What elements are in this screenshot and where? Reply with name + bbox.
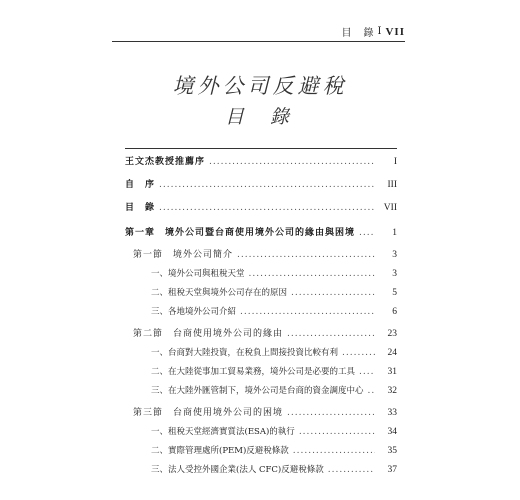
dot-leader <box>293 445 375 457</box>
toc-entry-page: 35 <box>387 446 397 456</box>
dot-leader <box>287 407 375 419</box>
running-header <box>112 22 405 42</box>
toc-top-rule <box>125 148 397 149</box>
toc-entry-label: 第一章 境外公司暨台商使用境外公司的緣由與困境 <box>125 228 356 238</box>
toc-entry-label: 第一節 境外公司簡介 <box>133 250 234 260</box>
toc-entry-subsection[interactable] <box>125 426 397 438</box>
dot-leader <box>240 306 375 318</box>
page-number: VII <box>385 25 405 38</box>
toc-entry-subsection[interactable] <box>125 347 397 359</box>
toc-entry-label: 王文杰教授推薦序 <box>125 157 206 167</box>
dot-leader <box>359 227 375 239</box>
toc-entry-chapter-1[interactable] <box>125 227 397 239</box>
dot-leader <box>342 347 375 359</box>
toc-entry-label: 三、法人受控外國企業(法人 CFC)反避稅條款 <box>151 465 324 475</box>
toc-entry-label: 一、租稅天堂經濟實質法(ESA)的執行 <box>151 427 295 437</box>
toc-heading: 目錄 <box>224 106 315 128</box>
toc-entry-label: 一、境外公司與租稅天堂 <box>151 269 245 279</box>
toc-entry-page: 6 <box>392 307 397 317</box>
dot-leader <box>299 426 375 438</box>
toc-entry-label: 二、租稅天堂與境外公司存在的原因 <box>151 288 288 298</box>
dot-leader <box>368 385 375 397</box>
dot-leader <box>328 464 375 476</box>
dot-leader <box>209 156 375 168</box>
toc-entry-page: 32 <box>387 386 397 396</box>
running-header-separator: I <box>377 26 383 37</box>
toc-entry-page: I <box>393 157 397 167</box>
toc-entry-page: 33 <box>387 408 397 418</box>
toc-entry-label: 三、在大陸外匯管制下，境外公司是台商的資金調度中心 <box>151 386 364 396</box>
toc-entry-label: 一、台商對大陸投資，在稅負上間接投資比較有利 <box>151 348 339 358</box>
toc-entry-section[interactable] <box>125 249 397 261</box>
toc-spacer <box>125 200 397 201</box>
toc-entry-section[interactable] <box>125 328 397 340</box>
book-title: 境外公司反避稅 <box>172 74 348 98</box>
toc-entry-page: 23 <box>387 329 397 339</box>
toc-entry-page: 3 <box>392 250 397 260</box>
toc-entry-label: 第二節 台商使用境外公司的緣由 <box>133 329 284 339</box>
dot-leader <box>237 249 375 261</box>
toc-entry-subsection[interactable] <box>125 268 397 280</box>
dot-leader <box>159 179 375 191</box>
toc-entry-label: 第三節 台商使用境外公司的困境 <box>133 408 284 418</box>
toc-entry-contents[interactable] <box>125 202 397 214</box>
toc-entry-page: VII <box>383 203 397 213</box>
toc-entry-label: 自 序 <box>125 180 156 190</box>
toc-entry-subsection[interactable] <box>125 464 397 476</box>
toc-entry-page: 1 <box>392 228 397 238</box>
toc-entry-subsection[interactable] <box>125 287 397 299</box>
toc-entry-label: 目 錄 <box>125 203 156 213</box>
toc-entry-subsection[interactable] <box>125 445 397 457</box>
toc-entry-page: 3 <box>392 269 397 279</box>
toc-entry-label: 二、在大陸從事加工貿易業務，境外公司是必要的工具 <box>151 367 356 377</box>
toc-entry-subsection[interactable] <box>125 366 397 378</box>
toc-entry-page: 24 <box>387 348 397 358</box>
toc-entry-page: 37 <box>387 465 397 475</box>
dot-leader <box>249 268 375 280</box>
toc-entry-page: 5 <box>392 288 397 298</box>
dot-leader <box>291 287 375 299</box>
toc-entry-subsection[interactable] <box>125 306 397 318</box>
toc-entry-label: 三、各地境外公司介紹 <box>151 307 237 317</box>
toc-entry-page: III <box>387 180 397 190</box>
toc-entry-label: 二、實際管理處所(PEM)反避稅條款 <box>151 446 289 456</box>
toc-entry-subsection[interactable] <box>125 385 397 397</box>
toc-entry-section[interactable] <box>125 407 397 419</box>
toc-entry-page: 34 <box>387 427 397 437</box>
running-header-section: 目 錄 <box>341 28 375 39</box>
dot-leader <box>159 202 375 214</box>
toc-entry-page: 31 <box>387 367 397 377</box>
toc-entry-preface[interactable] <box>125 179 397 191</box>
dot-leader <box>287 328 375 340</box>
toc-entry-foreword[interactable] <box>125 156 397 168</box>
dot-leader <box>359 366 375 378</box>
